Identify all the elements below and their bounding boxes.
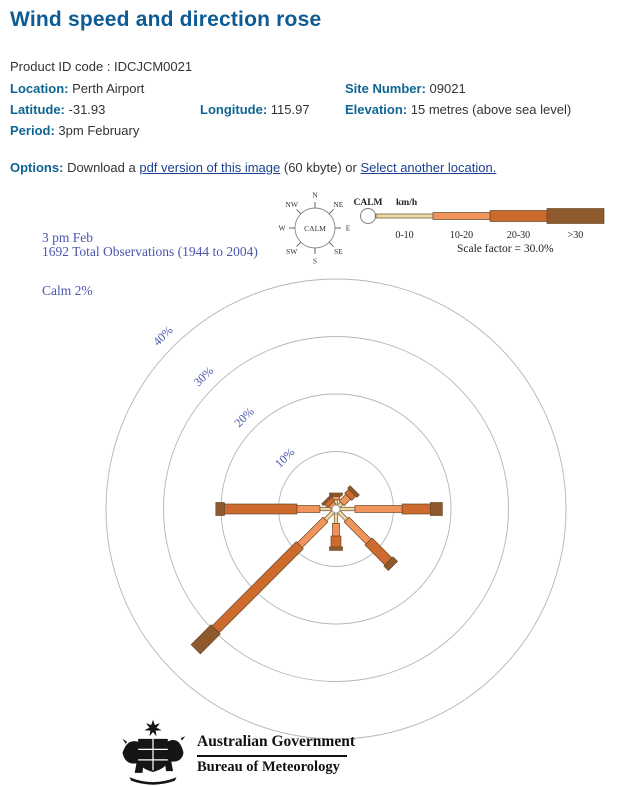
period-line	[10, 123, 139, 138]
rose-branch-e	[336, 503, 442, 516]
product-id-line: Product ID code : IDCJCM0021	[10, 59, 193, 74]
ring-label: 10%	[272, 445, 298, 471]
elevation-value: 15 metres (above sea level)	[410, 102, 572, 117]
period-value: 3pm February	[58, 123, 140, 138]
agency-name: Bureau of Meteorology	[197, 759, 340, 775]
footer	[113, 716, 533, 786]
scale-factor-text: Scale factor = 30.0%	[457, 243, 554, 255]
longitude-value: 115.97	[270, 102, 310, 117]
compass-point-se: SE	[333, 246, 343, 256]
chart-subtitle-line2: 1692 Total Observations (1944 to 2004)	[42, 244, 258, 259]
options-label: Options:	[10, 160, 64, 175]
rose-branch-sw	[191, 504, 340, 653]
longitude-label: Longitude:	[200, 102, 268, 117]
legend-units-label: km/h	[396, 198, 418, 208]
compass-point-n: N	[312, 190, 318, 200]
location-line	[10, 81, 144, 96]
compass-point-nw: NW	[285, 200, 298, 210]
compass-point-s: S	[312, 256, 318, 266]
ring-label: 30%	[190, 363, 217, 390]
select-location-link[interactable]: Select another location.	[360, 160, 497, 175]
speed-bin-label: 10-20	[449, 230, 474, 241]
latitude-label: Latitude:	[10, 102, 65, 117]
australian-coat-of-arms-icon	[113, 718, 193, 786]
longitude-line	[200, 102, 310, 117]
calm-percent-note: Calm 2%	[42, 283, 93, 298]
compass-calm-label: CALM	[304, 223, 326, 233]
elevation-label: Elevation:	[345, 102, 408, 117]
ring-label: 20%	[231, 404, 257, 430]
speed-bin-labels	[395, 230, 583, 241]
speed-legend	[353, 198, 604, 255]
speed-bin-label: 20-30	[506, 230, 531, 241]
ring-labels	[150, 323, 297, 470]
wind-rose-chart	[0, 190, 619, 768]
speed-bin-label: 0-10	[395, 230, 414, 241]
site-number-label: Site Number:	[345, 81, 426, 96]
site-number-value: 09021	[429, 81, 466, 96]
compass-point-sw: SW	[286, 246, 298, 256]
compass-legend-icon	[278, 191, 350, 266]
location-label: Location:	[10, 81, 69, 96]
chart-subtitle-line1: 3 pm Feb	[42, 230, 94, 245]
compass-point-e: E	[345, 223, 351, 233]
pdf-version-link[interactable]: pdf version of this image	[139, 160, 281, 175]
speed-bin-label: >30	[567, 230, 584, 241]
latitude-value: -31.93	[68, 102, 106, 117]
site-number-line	[345, 81, 466, 96]
footer-divider	[197, 755, 347, 757]
rose-branch-w	[216, 503, 336, 516]
speed-bin-bar	[376, 209, 604, 224]
elevation-line	[345, 102, 571, 117]
legend-calm-circle-icon	[361, 209, 376, 224]
compass-point-ne: NE	[333, 200, 344, 210]
chart-subtitle	[42, 231, 258, 259]
options-line	[10, 160, 496, 175]
options-prefix: Download a	[67, 160, 140, 175]
options-middle: (60 kbyte) or	[280, 160, 361, 175]
wind-rose-branches	[191, 486, 442, 654]
latitude-line	[10, 102, 105, 117]
government-title: Australian Government	[197, 733, 356, 750]
rose-center-calm-circle	[332, 505, 340, 513]
legend-calm-label: CALM	[353, 198, 383, 208]
compass-point-w: W	[278, 223, 286, 233]
page-title: Wind speed and direction rose	[10, 8, 322, 31]
location-value: Perth Airport	[72, 81, 145, 96]
period-label: Period:	[10, 123, 55, 138]
ring-label: 40%	[150, 323, 176, 349]
